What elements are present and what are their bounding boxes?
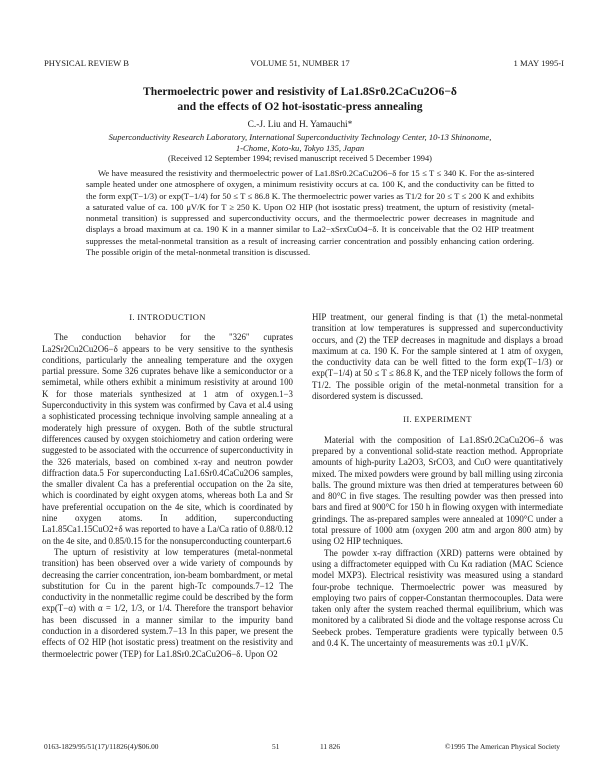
footer-page-number: 11 826 [320, 742, 341, 751]
authors: C.-J. Liu and H. Yamauchi* [247, 120, 353, 130]
received-date: (Received 12 September 1994; revised manuscript received 5 December 1994) [168, 154, 432, 163]
title-line-2: and the effects of O2 hot-isostatic-press annealing [177, 100, 423, 113]
page-footer [0, 742, 600, 754]
experiment-paragraph-1: Material with the composition of La1.8Sr0.2CaCu2O6−δ was prepared by a conventional solid-state reaction method. Appropriate amounts of high-purity La2O3, SrCO3, and CuO were quantitatively mixed. The mixed powders were ground by ball milling using zirconia balls. The ground mixture was then dried at temperatures between 60 and 80°C in five stages. The resulting powder was then pressed into bars and fired at 900°C for 150 h in flowing oxygen with intermediate grindings. The as-prepared samples were annealed at 1090°C under a total pressure of 1000 atm (oxygen 200 atm and argon 800 atm) by using O2 HIP techniques. [312, 434, 563, 547]
issue-date: 1 MAY 1995-I [513, 58, 564, 68]
article-title [40, 84, 560, 114]
footer-copyright: ©1995 The American Physical Society [444, 742, 560, 751]
abstract: We have measured the resistivity and thermoelectric power of La1.8Sr0.2CaCu2O6−δ for 15 ≤ T ≤ 340 K. For the as-sintered sample heated under one atmosphere of oxygen, a minimum resistivity occurs at ca. 100 K, and the conductivity can be fitted to the form exp(T−1/3) or exp(T−1/4) for 50 ≤ T ≤ 86.8 K. The thermoelectric power varies as T1/2 for 20 ≤ T ≤ 200 K and exhibits a saturated value of ca. 100 μV/K for T ≥ 250 K. Upon O2 HIP (hot isostatic press) treatment, the upturn of resistivity (metal-nonmetal transition) is suppressed and superconductivity occurs, and the thermoelectric power decreases in magnitude and displays a broad maximum at ca. 190 K in a manner similar to La2−xSrxCuO4−δ. It is conceivable that the O2 HIP treatment suppresses the metal-nonmetal transition as a result of increasing carrier concentration and possibly enhancing cation ordering. The possible origin of the metal-nonmetal transition is discussed. [86, 168, 534, 258]
volume-number: VOLUME 51, NUMBER 17 [250, 58, 350, 68]
affiliation [40, 132, 560, 154]
intro-paragraph-1: The conduction behavior for the "326" cuprates La2Sr2Cu2Cu2O6−δ appears to be very sensitive to the synthesis conditions, particularly the annealing temperature and the oxygen partial pressure. Some 326 cuprates behave like a semiconductor or a semimetal, while others exhibit a minimum resistivity at around 100 K for those materials synthesized at 1 atm of oxygen.1−3 Superconductivity in this system was confirmed by Cava et al.4 using a sophisticated processing technique involving sample annealing at a moderately high pressure of oxygen. Both of the subtle structural differences caused by oxygen stoichiometry and cation ordering were suggested to be associated with the occurrence of superconductivity in the 326 materials, based on combined x-ray and neutron powder diffraction data.5 For superconducting La1.6Sr0.4CaCu2O6 samples, the smaller divalent Ca has a preferential occupation on the 2a site, which is coordinated by eight oxygen atoms, whereas both La and Sr have preferential occupation on the 4e site, which is coordinated by nine oxygen atoms. In addition, superconducting La1.85Ca1.15CuO2+δ was reported to have a La/Ca ratio of 0.88/0.12 on the 4e site, and 0.85/0.15 for the nonsuperconducting counterpart.6 [42, 332, 293, 546]
section-heading-introduction: I. INTRODUCTION [129, 312, 206, 322]
intro-paragraph-2: The upturn of resistivity at low temperatures (metal-nonmetal transition) has been observed over a wide variety of compounds by decreasing the carrier concentration, ion-beam bombardment, or metal substitution for Cu in the parent high-Tc compounds.7−12 The conductivity in the nonmetallic regime could be described by the form exp(T−α) with α = 1/2, 1/3, or 1/4. Therefore the transport behavior has been discussed in a manner similar to the impurity band conduction in a disordered system.7−13 In this paper, we present the effects of O2 HIP (hot isostatic press) treatment on the resistivity and thermoelectric power (TEP) for La1.8Sr0.2CaCu2O6−δ. Upon O2 [42, 546, 293, 659]
affiliation-line-2: 1-Chome, Koto-ku, Tokyo 135, Japan [235, 143, 365, 153]
running-header [0, 58, 600, 72]
footer-volume: 51 [272, 742, 280, 751]
intro-paragraph-continued: HIP treatment, our general finding is that (1) the metal-nonmetal transition at low temperatures is suppressed and superconductivity occurs, and (2) the TEP decreases in magnitude and displays a broad maximum at ca. 190 K. For the sample sintered at 1 atm of oxygen, the conductivity data can be well fitted to the form exp(T−1/3) or exp(T−1/4) at 50 ≤ T ≤ 86.8 K, and the TEP nicely follows the form of T1/2. The possible origin of the metal-nonmetal transition for a disordered system is discussed. [312, 312, 563, 402]
experiment-paragraph-2: The powder x-ray diffraction (XRD) patterns were obtained by using a diffractometer equipped with Cu Kα radiation (MAC Science model MXP3). Electrical resistivity was measured using a standard four-probe technique. Thermoelectric power was measured by employing two pairs of copper-Constantan thermocouples. Data were taken only after the system reached thermal equilibrium, which was monitored by a calibrated Si diode and the voltage response across Cu Seebeck probes. Temperature gradients were typically between 0.5 and 0.4 K. The uncertainty of measurements was ±0.1 μV/K. [312, 547, 563, 649]
affiliation-line-1: Superconductivity Research Laboratory, International Superconductivity Technology Center, 10-13 Shinonome, [108, 132, 492, 142]
title-line-1: Thermoelectric power and resistivity of La1.8Sr0.2CaCu2O6−δ [143, 85, 457, 98]
section-heading-experiment: II. EXPERIMENT [403, 414, 472, 425]
footer-issn: 0163-1829/95/51(17)/11826(4)/$06.00 [44, 742, 159, 751]
right-column [312, 312, 563, 649]
journal-name: PHYSICAL REVIEW B [44, 58, 129, 68]
left-column [42, 312, 293, 660]
